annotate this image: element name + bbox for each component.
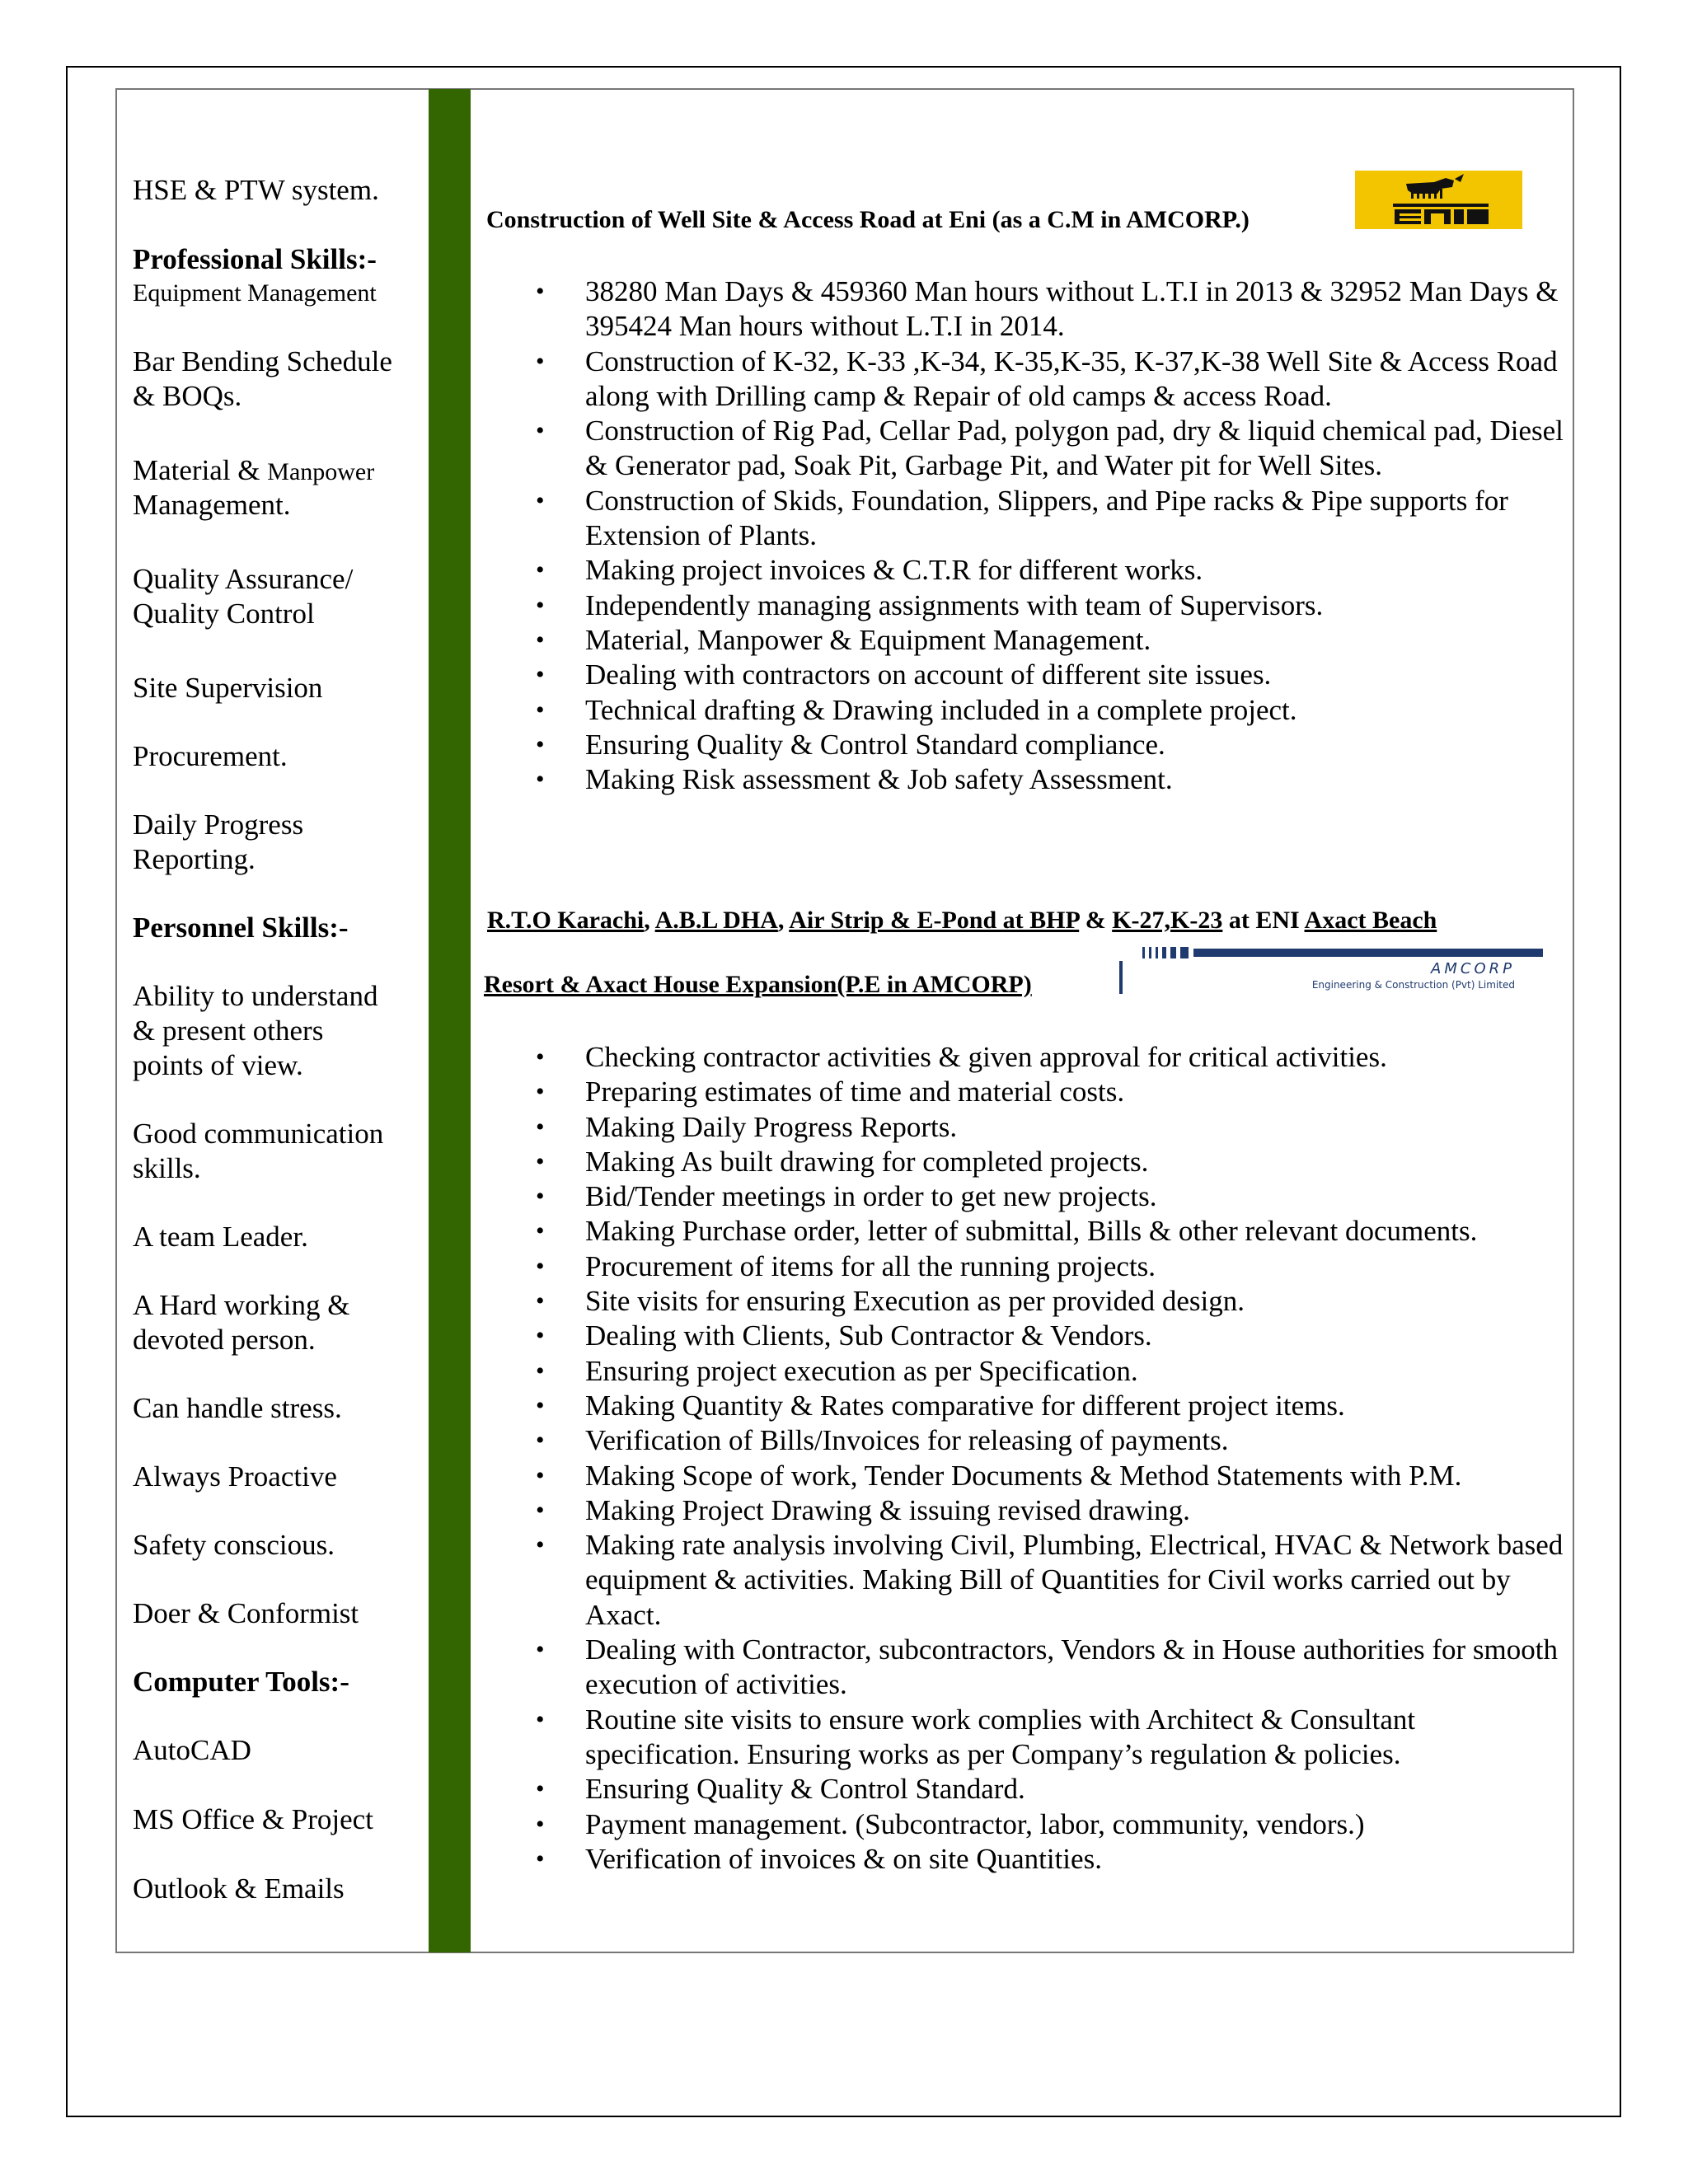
skill-bbs-line2: & BOQs. <box>133 380 242 412</box>
list-item: • 38280 Man Days & 459360 Man hours without L.T.I in 2013 & 32952 Man Days & 395424 Man hours without L.T.I in 2014. <box>536 274 1566 344</box>
computer-tools-heading: Computer Tools:- <box>133 1666 349 1698</box>
eni-logo <box>1355 171 1522 229</box>
section-eni-heading: Construction of Well Site & Access Road at Eni (as a C.M in AMCORP.) <box>486 206 1250 233</box>
skill-dpr-line1: Daily Progress <box>133 808 304 841</box>
amcorp-logo-name: AMCORP <box>1431 960 1515 977</box>
skill-qa-line1: Quality Assurance/ <box>133 563 354 595</box>
list-item: • Making Scope of work, Tender Documents & Method Statements with P.M. <box>536 1459 1574 1493</box>
list-item: • Routine site visits to ensure work complies with Architect & Consultant specification. Ensuring works as per Company’s regulation & policies. <box>536 1703 1574 1773</box>
eni-logo-text: Eni <box>1438 222 1440 223</box>
skill-site-supervision: Site Supervision <box>133 672 323 704</box>
trait-proactive: Always Proactive <box>133 1460 337 1493</box>
list-item: • Dealing with Contractor, subcontractors, Vendors & in House authorities for smooth execution of activities. <box>536 1633 1574 1703</box>
list-item: • Making Project Drawing & issuing revised drawing. <box>536 1493 1574 1528</box>
list-item: • Site visits for ensuring Execution as per provided design. <box>536 1284 1574 1319</box>
trait-ability-line2: & present others <box>133 1015 324 1047</box>
trait-stress: Can handle stress. <box>133 1392 342 1424</box>
amcorp-logo-subtitle: Engineering & Construction (Pvt) Limited <box>1311 979 1515 991</box>
section-amcorp-list <box>536 1040 1574 1877</box>
list-item: • Making Risk assessment & Job safety Assessment. <box>536 762 1566 797</box>
list-item: • Dealing with contractors on account of different site issues. <box>536 658 1566 692</box>
skill-procurement: Procurement. <box>133 740 288 772</box>
sidebar-hse: HSE & PTW system. <box>133 174 379 206</box>
list-item: • Independently managing assignments with team of Supervisors. <box>536 588 1566 623</box>
list-item: • Technical drafting & Drawing included in a complete project. <box>536 693 1566 728</box>
tool-autocad: AutoCAD <box>133 1734 251 1766</box>
trait-communication-line1: Good communication <box>133 1118 384 1150</box>
list-item: • Making rate analysis involving Civil, Plumbing, Electrical, HVAC & Network based equipment & activities. Making Bill of Quantities for Civil works carried out by Axact. <box>536 1528 1574 1633</box>
list-item: • Ensuring project execution as per Specification. <box>536 1354 1574 1389</box>
green-divider-bar <box>429 89 471 1952</box>
list-item: • Making As built drawing for completed projects. <box>536 1145 1574 1179</box>
trait-hard-working-line1: A Hard working & <box>133 1289 350 1321</box>
list-item: • Material, Manpower & Equipment Management. <box>536 623 1566 658</box>
trait-team-leader: A team Leader. <box>133 1221 308 1253</box>
list-item: • Construction of Skids, Foundation, Slippers, and Pipe racks & Pipe supports for Extension of Plants. <box>536 484 1566 554</box>
list-item: • Procurement of items for all the running projects. <box>536 1249 1574 1284</box>
section-amcorp-heading-line1: R.T.O Karachi, A.B.L DHA, Air Strip & E-Pond at BHP & K-27,K-23 at ENI Axact Beach <box>487 907 1437 934</box>
trait-ability-line3: points of view. <box>133 1049 303 1081</box>
trait-hard-working-line2: devoted person. <box>133 1324 316 1356</box>
list-item: • Bid/Tender meetings in order to get new projects. <box>536 1179 1574 1214</box>
list-item: • Preparing estimates of time and material costs. <box>536 1075 1574 1109</box>
list-item: • Making project invoices & C.T.R for different works. <box>536 553 1566 588</box>
trait-communication-line2: skills. <box>133 1152 201 1184</box>
skill-equipment: Equipment Management <box>133 279 377 307</box>
list-item: • Verification of Bills/Invoices for releasing of payments. <box>536 1423 1574 1458</box>
skill-qa-line2: Quality Control <box>133 598 315 630</box>
skill-dpr-line2: Reporting. <box>133 843 256 875</box>
skill-bbs-line1: Bar Bending Schedule <box>133 345 392 377</box>
list-item: • Construction of Rig Pad, Cellar Pad, polygon pad, dry & liquid chemical pad, Diesel & Generator pad, Soak Pit, Garbage Pit, and Water pit for Well Sites. <box>536 414 1566 484</box>
skill-material-line1: Material & Manpower <box>133 454 375 486</box>
list-item: • Making Daily Progress Reports. <box>536 1110 1574 1145</box>
professional-skills-heading: Professional Skills:- <box>133 243 377 275</box>
tool-outlook: Outlook & Emails <box>133 1872 345 1905</box>
list-item: • Dealing with Clients, Sub Contractor & Vendors. <box>536 1319 1574 1353</box>
list-item: • Construction of K-32, K-33 ,K-34, K-35,K-35, K-37,K-38 Well Site & Access Road along with Drilling camp & Repair of old camps & access Road. <box>536 344 1566 415</box>
list-item: • Payment management. (Subcontractor, labor, community, vendors.) <box>536 1807 1574 1842</box>
list-item: • Ensuring Quality & Control Standard. <box>536 1772 1574 1807</box>
list-item: • Ensuring Quality & Control Standard compliance. <box>536 728 1566 762</box>
trait-ability-line1: Ability to understand <box>133 980 378 1012</box>
personnel-skills-heading: Personnel Skills:- <box>133 912 349 944</box>
amcorp-logo <box>1119 944 1548 994</box>
trait-safety: Safety conscious. <box>133 1529 335 1561</box>
skill-material-line2: Management. <box>133 489 291 521</box>
section-amcorp-heading-line2: Resort & Axact House Expansion(P.E in AMCORP) <box>484 971 1032 998</box>
list-item: • Making Purchase order, letter of submittal, Bills & other relevant documents. <box>536 1214 1574 1249</box>
list-item: • Making Quantity & Rates comparative for different project items. <box>536 1389 1574 1423</box>
trait-doer: Doer & Conformist <box>133 1597 359 1629</box>
tool-msoffice: MS Office & Project <box>133 1803 373 1835</box>
list-item: • Checking contractor activities & given approval for critical activities. <box>536 1040 1574 1075</box>
list-item: • Verification of invoices & on site Quantities. <box>536 1842 1574 1877</box>
section-eni-list <box>536 274 1566 797</box>
